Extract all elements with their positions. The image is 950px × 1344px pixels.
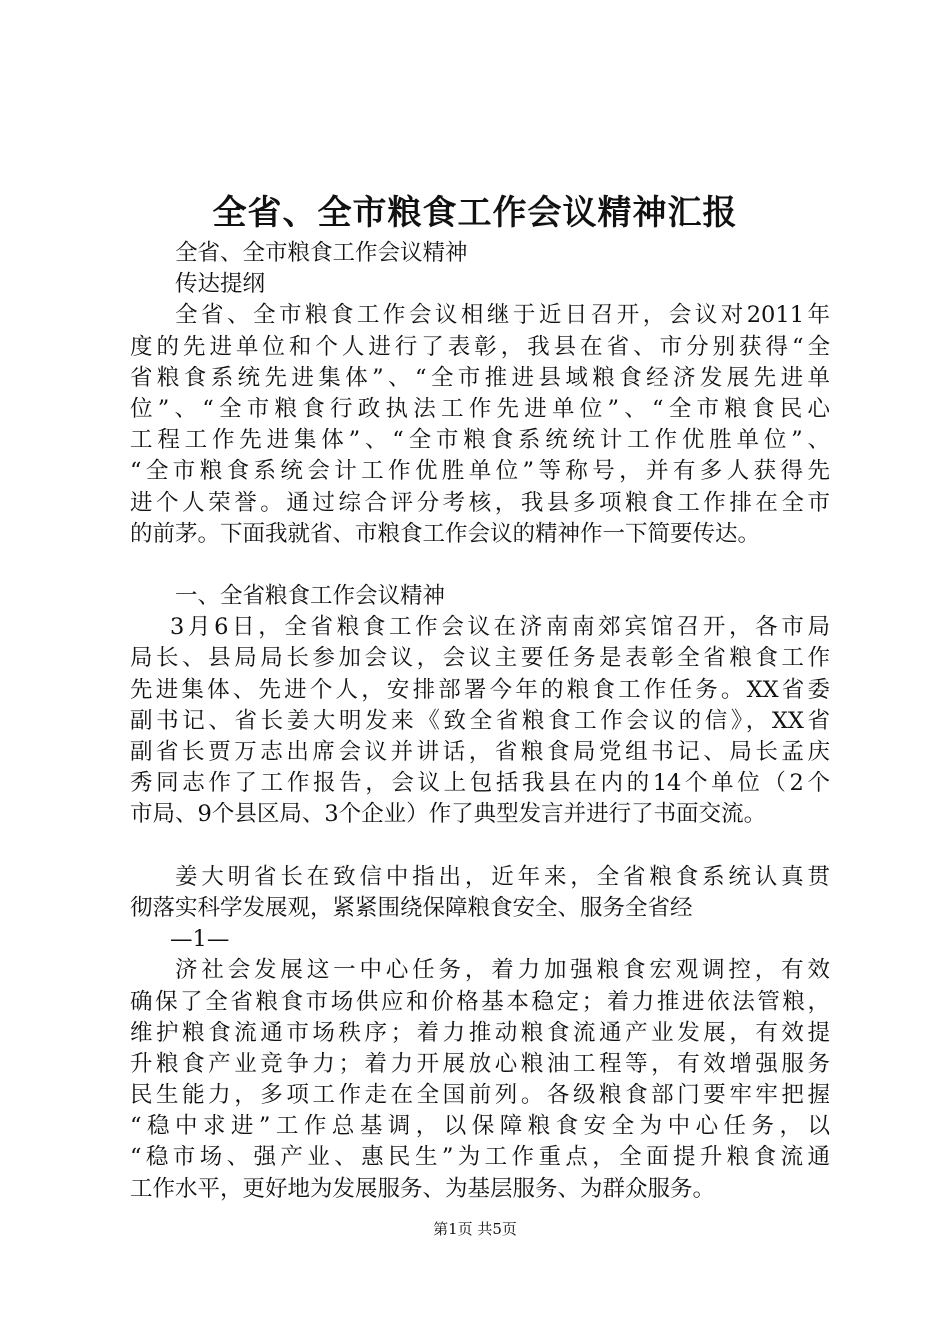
paragraph-line: 工作水平，更好地为发展服务、为基层服务、为群众服务。 xyxy=(130,1175,716,1202)
paragraph-line: 局长、县局局长参加会议，会议主要任务是表彰全省粮食工作 xyxy=(130,645,830,672)
paragraph-line: 省粮食系统先进集体”、“全市推进县域粮食经济发展先进单 xyxy=(130,364,830,391)
page-marker: —1— xyxy=(170,926,230,953)
paragraph-line: 维护粮食流通市场秩序；着力推动粮食流通产业发展，有效提 xyxy=(130,1019,830,1046)
paragraph-line: 济社会发展这一中心任务，着力加强粮食宏观调控，有效 xyxy=(175,957,830,984)
paragraph-line: 秀同志作了工作报告，会议上包括我县在内的14个单位（2个 xyxy=(130,770,830,797)
paragraph-line: 升粮食产业竞争力；着力开展放心粮油工程等，有效增强服务 xyxy=(130,1050,830,1077)
paragraph-line: “稳中求进”工作总基调，以保障粮食安全为中心任务，以 xyxy=(130,1113,830,1140)
paragraph-line: 彻落实科学发展观，紧紧围绕保障粮食安全、服务全省经 xyxy=(130,894,693,921)
paragraph-line: 位”、“全市粮食行政执法工作先进单位”、“全市粮食民心 xyxy=(130,395,830,422)
paragraph-line: 副省长贾万志出席会议并讲话，省粮食局党组书记、局长孟庆 xyxy=(130,739,830,765)
paragraph-line: 先进集体、先进个人，安排部署今年的粮食工作任务。XX省委 xyxy=(130,676,830,703)
paragraph-line: 姜大明省长在致信中指出，近年来，全省粮食系统认真贯 xyxy=(175,863,830,890)
paragraph-line: 进个人荣誉。通过综合评分考核，我县多项粮食工作排在全市 xyxy=(130,489,830,516)
paragraph-gap xyxy=(130,831,830,862)
document-body xyxy=(130,238,830,1205)
paragraph-line: 工程工作先进集体”、“全市粮食系统统计工作优胜单位”、 xyxy=(130,427,830,454)
paragraph-line: 市局、9个县区局、3个企业）作了典型发言并进行了书面交流。 xyxy=(130,801,767,828)
paragraph-gap xyxy=(130,550,830,581)
page-footer: 第1页 共5页 xyxy=(433,1220,517,1238)
paragraph-line: “稳市场、强产业、惠民生”为工作重点，全面提升粮食流通 xyxy=(130,1144,830,1171)
paragraph-line: 度的先进单位和个人进行了表彰，我县在省、市分别获得“全 xyxy=(130,333,830,360)
paragraph-line: “全市粮食系统会计工作优胜单位”等称号，并有多人获得先 xyxy=(130,458,830,485)
section-heading: 一、全省粮食工作会议精神 xyxy=(175,583,446,610)
paragraph-line: 的前茅。下面我就省、市粮食工作会议的精神作一下简要传达。 xyxy=(130,520,761,547)
paragraph-line: 全省、全市粮食工作会议相继于近日召开，会议对2011年 xyxy=(175,302,830,329)
paragraph-line: 民生能力，多项工作走在全国前列。各级粮食部门要牢牢把握 xyxy=(130,1082,830,1109)
paragraph-line: 副书记、省长姜大明发来《致全省粮食工作会议的信》，XX省 xyxy=(130,707,830,734)
paragraph-line: 确保了全省粮食市场供应和价格基本稳定；着力推进依法管粮， xyxy=(130,988,830,1015)
document-title: 全省、全市粮食工作会议精神汇报 xyxy=(212,193,738,233)
subtitle-line: 传达提纲 xyxy=(175,271,266,298)
paragraph-line: 3月6日，全省粮食工作会议在济南南郊宾馆召开，各市局 xyxy=(170,614,830,641)
subtitle-line: 全省、全市粮食工作会议精神 xyxy=(175,240,468,266)
